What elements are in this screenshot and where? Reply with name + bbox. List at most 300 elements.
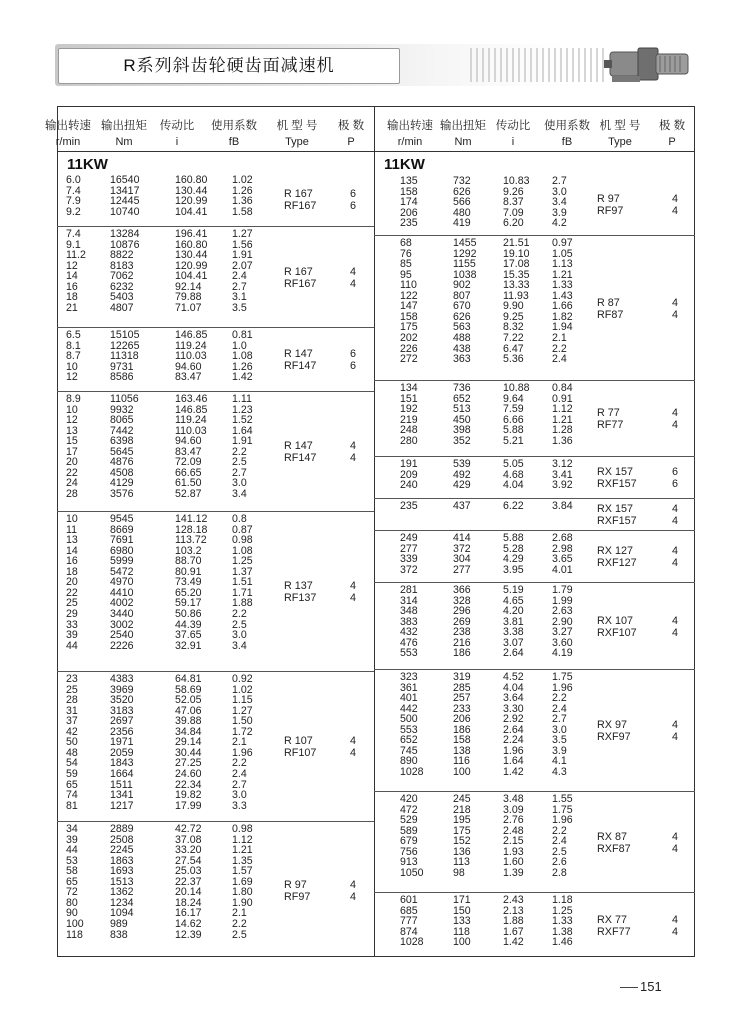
service-factor-cell: 2.90 (552, 615, 573, 628)
output-torque-cell: 8586 (110, 371, 134, 384)
column-header-label: 极 数 (658, 120, 686, 132)
ratio-cell: 196.41 (175, 228, 208, 240)
ratio-cell: 52.87 (175, 487, 202, 500)
output-speed-cell: 10 (66, 513, 78, 525)
ratio-cell: 8.32 (503, 321, 524, 334)
ratio-cell: 2.64 (503, 723, 524, 736)
table-row (0, 744, 750, 759)
table-row (0, 794, 750, 804)
ratio-cell: 58.69 (175, 683, 202, 696)
table-row (0, 594, 750, 610)
output-speed-cell: 90 (66, 907, 78, 920)
service-factor-cell: 3.0 (232, 629, 247, 642)
output-speed-cell: 685 (400, 904, 418, 917)
ratio-cell: 19.82 (175, 789, 202, 802)
service-factor-cell: 1.36 (552, 434, 573, 447)
ratio-cell: 11.93 (503, 289, 529, 302)
service-factor-cell: 1.56 (232, 238, 253, 251)
output-torque-cell: 6980 (110, 544, 134, 557)
service-factor-cell: 3.60 (552, 636, 573, 649)
service-factor-cell: 1.21 (232, 844, 253, 857)
output-torque-cell: 1863 (110, 854, 134, 867)
output-speed-cell: 147 (400, 300, 418, 313)
pole-count: 4 (350, 277, 357, 290)
output-torque-cell: 8822 (110, 249, 134, 262)
ratio-cell: 5.36 (503, 353, 524, 366)
service-factor-cell: 1.26 (232, 360, 253, 373)
ratio-cell: 20.14 (175, 886, 202, 899)
ratio-cell: 7.09 (503, 206, 524, 219)
output-torque-cell: 2889 (110, 823, 134, 835)
output-speed-cell: 202 (400, 331, 418, 344)
ratio-cell: 1.42 (503, 936, 524, 949)
column-header-label: 使用系数 (211, 120, 257, 132)
ratio-cell: 2.13 (503, 904, 524, 917)
table-row (0, 553, 750, 568)
output-speed-cell: 100 (66, 917, 84, 930)
model-type: RX 157 (597, 466, 634, 478)
ratio-cell: 103.2 (175, 544, 202, 557)
output-speed-cell: 59 (66, 767, 78, 780)
output-speed-cell: 18 (66, 291, 78, 304)
output-speed-cell: 122 (400, 289, 418, 302)
output-torque-cell: 352 (453, 434, 471, 447)
ratio-cell: 32.91 (175, 639, 202, 652)
output-speed-cell: 777 (400, 915, 418, 928)
ratio-cell: 79.88 (175, 291, 202, 304)
service-factor-cell: 1.71 (232, 586, 253, 599)
column-header-label: 使用系数 (544, 120, 590, 132)
model-type: RXF127 (597, 557, 637, 569)
output-torque-cell: 269 (453, 615, 471, 628)
output-torque-cell: 216 (453, 636, 471, 649)
column-header (321, 117, 381, 148)
service-factor-cell: 4.01 (552, 563, 573, 576)
output-torque-cell: 133 (453, 915, 471, 928)
column-header (537, 117, 597, 148)
column-header (642, 117, 702, 148)
service-factor-cell: 1.50 (232, 715, 253, 728)
output-speed-cell: 31 (66, 704, 78, 717)
output-speed-cell: 432 (400, 626, 418, 639)
pole-count: 4 (350, 890, 357, 903)
service-factor-cell: 1.96 (552, 814, 573, 827)
output-torque-cell: 118 (453, 925, 470, 938)
pole-count: 4 (672, 926, 679, 938)
output-speed-cell: 206 (400, 206, 418, 219)
ratio-cell: 104.41 (175, 205, 208, 218)
table-row (0, 833, 750, 848)
output-torque-cell: 3002 (110, 618, 134, 631)
output-torque-cell: 10876 (110, 238, 140, 251)
output-torque-cell: 100 (453, 765, 471, 778)
pole-count: 4 (672, 419, 679, 431)
ratio-cell: 19.10 (503, 247, 530, 260)
column-header-unit: r/min (55, 136, 81, 148)
output-torque-cell: 4410 (110, 586, 134, 599)
table-row (0, 383, 750, 393)
ratio-cell: 3.81 (503, 615, 524, 628)
service-factor-cell: 1.90 (232, 896, 253, 909)
service-factor-cell: 1.66 (552, 300, 573, 313)
model-type: R 107 (284, 735, 313, 747)
output-speed-cell: 151 (400, 392, 418, 405)
output-torque-cell: 5645 (110, 445, 134, 458)
service-factor-cell: 1.02 (232, 683, 253, 696)
table-row (0, 333, 750, 343)
group-separator (374, 791, 695, 792)
model-type: RX 107 (597, 614, 634, 627)
output-speed-cell: 16 (66, 555, 78, 568)
output-torque-cell: 2540 (110, 629, 134, 642)
ratio-cell: 37.65 (175, 629, 202, 642)
ratio-cell: 2.24 (503, 734, 524, 747)
column-header-unit: Type (285, 136, 309, 148)
page-title: R系列斜齿轮硬齿面减速机 (123, 56, 335, 75)
column-header (380, 117, 440, 148)
gear-motor-icon (602, 40, 694, 90)
pole-count: 6 (672, 466, 679, 478)
model-type: RXF97 (597, 731, 631, 743)
output-torque-cell: 1038 (453, 268, 477, 281)
ratio-cell: 6.22 (503, 500, 524, 512)
output-torque-cell: 1511 (110, 778, 133, 791)
output-torque-cell: 238 (453, 626, 471, 639)
output-speed-cell: 134 (400, 382, 418, 394)
output-speed-cell: 110 (400, 279, 417, 292)
ratio-cell: 44.39 (175, 618, 202, 631)
ratio-cell: 83.47 (175, 371, 202, 384)
service-factor-cell: 2.2 (232, 445, 247, 458)
output-torque-cell: 1513 (110, 875, 134, 888)
service-factor-cell: 2.98 (552, 542, 573, 555)
service-factor-cell: 1.21 (552, 413, 573, 426)
group-separator (374, 380, 695, 381)
table-row (0, 937, 750, 947)
table-row (0, 702, 750, 717)
output-speed-cell: 192 (400, 403, 418, 416)
service-factor-cell: 3.12 (552, 458, 573, 470)
service-factor-cell: 0.97 (552, 237, 573, 249)
service-factor-cell: 2.4 (232, 767, 247, 780)
table-row (0, 877, 750, 887)
table-row (0, 404, 750, 414)
output-torque-cell: 8065 (110, 414, 134, 427)
ratio-cell: 5.19 (503, 584, 524, 596)
service-factor-cell: 3.65 (552, 553, 573, 566)
model-type: R 137 (284, 580, 313, 592)
service-factor-cell: 1.25 (232, 555, 253, 568)
output-speed-cell: 17 (66, 445, 78, 458)
pole-count: 4 (350, 265, 357, 278)
ratio-cell: 4.04 (503, 681, 524, 694)
output-torque-cell: 1693 (110, 865, 134, 878)
ratio-cell: 2.43 (503, 894, 524, 906)
pole-count: 4 (350, 735, 357, 747)
output-torque-cell: 136 (453, 845, 471, 858)
ratio-cell: 6.20 (503, 217, 524, 230)
table-row (0, 648, 750, 658)
output-torque-cell: 195 (453, 814, 471, 827)
ratio-cell: 5.21 (503, 434, 524, 447)
service-factor-cell: 1.42 (232, 371, 253, 384)
service-factor-cell: 3.5 (552, 734, 567, 747)
column-header (590, 117, 650, 148)
output-speed-cell: 80 (66, 896, 78, 909)
service-factor-cell: 3.0 (552, 185, 567, 198)
ratio-cell: 21.51 (503, 237, 530, 249)
ratio-cell: 15.35 (503, 268, 530, 281)
output-speed-cell: 34 (66, 823, 78, 835)
table-row (0, 197, 750, 207)
ratio-cell: 6.47 (503, 342, 524, 355)
output-torque-cell: 1292 (453, 247, 477, 260)
ratio-cell: 110.03 (175, 424, 207, 437)
output-speed-cell: 95 (400, 268, 412, 281)
table-row (0, 671, 750, 685)
section-title: 11KW (67, 156, 108, 173)
model-type: RF107 (284, 747, 317, 759)
output-torque-cell: 3440 (110, 607, 134, 620)
output-torque-cell: 186 (453, 723, 471, 736)
service-factor-cell: 1.96 (552, 681, 573, 694)
column-header-unit: r/min (397, 136, 423, 148)
output-speed-cell: 6.0 (66, 174, 81, 186)
service-factor-cell: 3.27 (552, 626, 573, 639)
column-header-unit: fB (228, 136, 240, 148)
service-factor-cell: 2.7 (232, 778, 247, 791)
output-torque-cell: 6398 (110, 435, 134, 448)
output-torque-cell: 16540 (110, 174, 140, 186)
output-torque-cell: 1094 (110, 907, 134, 920)
output-speed-cell: 553 (400, 647, 418, 660)
output-torque-cell: 304 (453, 553, 471, 566)
ratio-cell: 42.72 (175, 823, 202, 835)
output-torque-cell: 438 (453, 342, 471, 355)
output-speed-cell: 158 (400, 185, 418, 198)
column-header-label: 输出转速 (387, 120, 433, 132)
output-speed-cell: 44 (66, 844, 78, 857)
ratio-cell: 61.50 (175, 477, 202, 490)
service-factor-cell: 2.68 (552, 532, 573, 544)
table-row (0, 322, 750, 332)
table-row (0, 895, 750, 905)
ratio-cell: 128.18 (175, 523, 208, 536)
pole-count: 4 (672, 914, 679, 926)
output-torque-cell: 116 (453, 755, 470, 768)
table-row (0, 354, 750, 364)
ratio-cell: 72.09 (175, 456, 202, 469)
table-row (0, 532, 750, 547)
ratio-cell: 65.20 (175, 586, 202, 599)
service-factor-cell: 1.12 (232, 833, 253, 846)
ratio-cell: 4.65 (503, 594, 524, 607)
ratio-cell: 71.07 (175, 301, 202, 314)
model-type: RX 127 (597, 545, 634, 557)
output-torque-cell: 4970 (110, 576, 134, 589)
table-row (0, 815, 750, 825)
output-torque-cell: 513 (453, 403, 471, 416)
output-torque-cell: 1362 (110, 886, 134, 899)
pole-count: 4 (672, 830, 679, 843)
ratio-cell: 119.24 (175, 414, 207, 427)
output-torque-cell: 626 (453, 310, 471, 323)
output-torque-cell: 7062 (110, 270, 134, 283)
ratio-cell: 3.95 (503, 563, 524, 576)
output-torque-cell: 158 (453, 734, 471, 747)
service-factor-cell: 3.4 (232, 487, 247, 500)
service-factor-cell: 2.7 (552, 175, 567, 187)
output-torque-cell: 736 (453, 382, 471, 394)
output-speed-cell: 372 (400, 563, 418, 576)
model-type: RXF107 (597, 626, 637, 639)
ratio-cell: 4.68 (503, 468, 524, 481)
pole-count: 4 (672, 296, 679, 309)
table-row (0, 501, 750, 511)
output-speed-cell: 29 (66, 607, 78, 620)
ratio-cell: 7.22 (503, 331, 524, 344)
output-torque-cell: 652 (453, 392, 471, 405)
service-factor-cell: 1.69 (232, 875, 253, 888)
ratio-cell: 27.25 (175, 757, 202, 770)
output-speed-cell: 361 (400, 681, 418, 694)
ratio-cell: 52.05 (175, 694, 202, 707)
output-torque-cell: 398 (453, 424, 471, 437)
output-speed-cell: 12 (66, 371, 78, 384)
column-header-label: 传动比 (495, 120, 531, 132)
model-type: RF167 (284, 200, 317, 212)
column-header-unit: P (347, 136, 355, 148)
output-torque-cell: 2508 (110, 833, 134, 846)
ratio-cell: 104.41 (175, 270, 208, 283)
table-row (0, 268, 750, 283)
output-speed-cell: 22 (66, 586, 78, 599)
output-torque-cell: 366 (453, 584, 471, 596)
ratio-cell: 1.64 (503, 755, 524, 768)
output-speed-cell: 85 (400, 258, 412, 271)
table-row (0, 312, 750, 322)
table-row (0, 927, 750, 937)
service-factor-cell: 0.98 (232, 823, 253, 835)
table-row (0, 755, 750, 770)
output-torque-cell: 9932 (110, 403, 134, 416)
output-speed-cell: 174 (400, 196, 418, 209)
output-speed-cell: 28 (66, 487, 78, 500)
ratio-cell: 80.91 (175, 565, 202, 578)
model-type: R 97 (284, 878, 307, 891)
output-torque-cell: 838 (110, 928, 128, 941)
service-factor-cell: 1.12 (552, 403, 573, 416)
column-header (147, 117, 207, 148)
service-factor-cell: 2.2 (552, 692, 567, 705)
service-factor-cell: 1.11 (232, 393, 252, 405)
service-factor-cell: 1.33 (552, 915, 573, 928)
column-header-label: 机 型 号 (599, 120, 641, 132)
service-factor-cell: 3.4 (232, 639, 247, 652)
service-factor-cell: 2.2 (232, 607, 247, 620)
output-torque-cell: 13284 (110, 228, 140, 240)
output-torque-cell: 10740 (110, 205, 140, 218)
ratio-cell: 2.76 (503, 814, 524, 827)
output-torque-cell: 3576 (110, 487, 134, 500)
pole-count: 4 (672, 614, 679, 627)
pole-count: 6 (350, 200, 357, 212)
service-factor-cell: 0.91 (552, 392, 573, 405)
service-factor-cell: 2.7 (552, 713, 567, 726)
output-speed-cell: 553 (400, 723, 418, 736)
model-type: RXF157 (597, 515, 637, 527)
service-factor-cell: 2.2 (552, 824, 567, 837)
service-factor-cell: 3.9 (552, 744, 567, 757)
service-factor-cell: 4.3 (552, 765, 567, 778)
table-row (0, 844, 750, 858)
service-factor-cell: 2.5 (232, 456, 247, 469)
output-speed-cell: 50 (66, 736, 78, 749)
output-speed-cell: 13 (66, 424, 78, 437)
service-factor-cell: 1.91 (232, 435, 253, 448)
output-speed-cell: 589 (400, 824, 418, 837)
output-torque-cell: 285 (453, 681, 471, 694)
output-speed-cell: 219 (400, 413, 418, 426)
table-row (0, 765, 750, 780)
model-type: RF87 (597, 308, 624, 321)
table-row (0, 638, 750, 648)
ratio-cell: 1.93 (503, 845, 524, 858)
output-speed-cell: 652 (400, 734, 418, 747)
output-speed-cell: 280 (400, 434, 418, 447)
pole-count: 4 (672, 719, 679, 731)
output-torque-cell: 9545 (110, 513, 134, 525)
output-speed-cell: 33 (66, 618, 78, 631)
ratio-cell: 94.60 (175, 360, 202, 373)
ratio-cell: 120.99 (175, 259, 208, 272)
output-torque-cell: 2245 (110, 844, 134, 857)
output-torque-cell: 11056 (110, 393, 139, 405)
output-speed-cell: 240 (400, 479, 418, 492)
pole-count: 6 (672, 478, 679, 490)
ratio-cell: 92.14 (175, 280, 202, 293)
service-factor-cell: 1.43 (552, 289, 573, 302)
ratio-cell: 47.06 (175, 704, 202, 717)
table-row (0, 344, 750, 354)
service-factor-cell: 2.5 (552, 845, 567, 858)
model-type: RF137 (284, 592, 317, 604)
output-torque-cell: 7691 (110, 534, 134, 547)
output-speed-cell: 37 (66, 715, 78, 728)
output-speed-cell: 1028 (400, 765, 424, 778)
output-torque-cell: 372 (453, 542, 471, 555)
pole-count: 4 (350, 878, 357, 891)
model-type: RF97 (284, 890, 311, 903)
service-factor-cell: 2.8 (552, 866, 567, 879)
ratio-cell: 130.44 (175, 184, 208, 197)
pole-count: 4 (672, 842, 679, 855)
service-factor-cell: 0.81 (232, 329, 253, 341)
service-factor-cell: 1.57 (232, 865, 253, 878)
ratio-cell: 17.99 (175, 799, 202, 812)
output-torque-cell: 319 (453, 671, 471, 683)
ratio-cell: 1.67 (503, 925, 524, 938)
ratio-cell: 25.03 (175, 865, 202, 878)
service-factor-cell: 3.84 (552, 500, 573, 512)
ratio-cell: 73.49 (175, 576, 202, 589)
output-torque-cell: 1843 (110, 757, 134, 770)
column-header-unit: Nm (115, 136, 133, 148)
table-row (0, 466, 750, 481)
model-type: RF167 (284, 277, 317, 290)
table-row (0, 542, 750, 557)
pole-count: 4 (672, 503, 679, 515)
